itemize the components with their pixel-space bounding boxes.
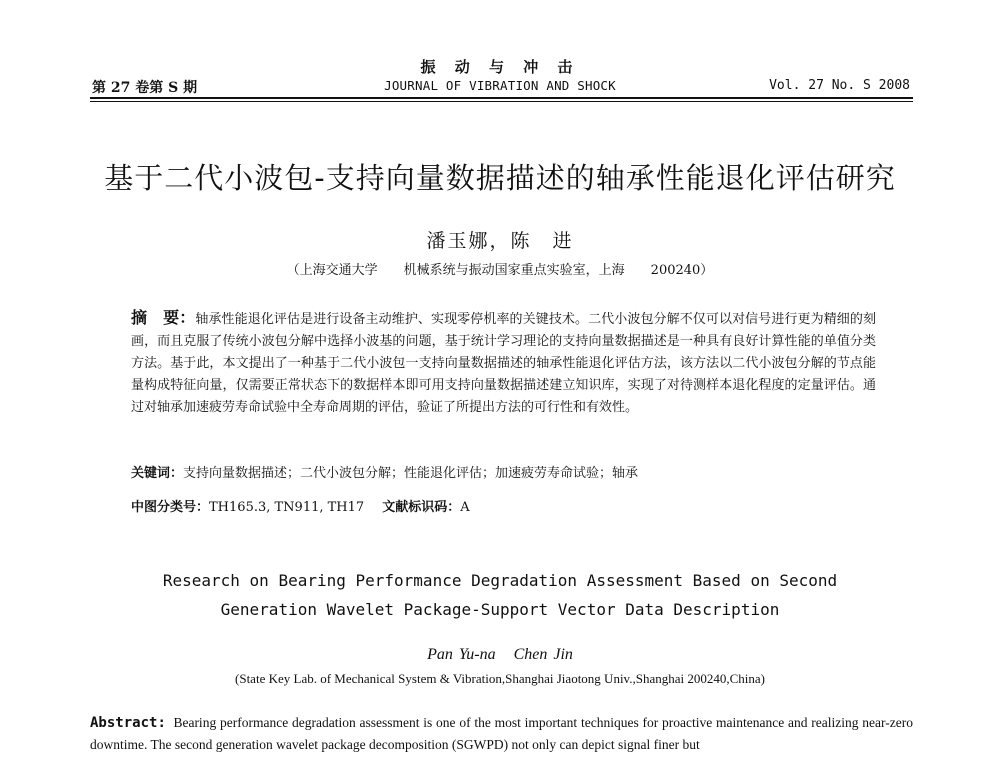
volume-label-en: Vol. 27 No. S 2008: [769, 78, 910, 93]
class-value: TH165.3, TN911, TH17: [209, 500, 365, 515]
author-en-2: Chen Jin: [513, 646, 573, 663]
abstract-cn: [131, 307, 876, 419]
affiliation-en: (State Key Lab. of Mechanical System & Vibration,Shanghai Jiaotong Univ.,Shanghai 200240,China): [235, 671, 765, 686]
abstract-cn-text: 轴承性能退化评估是进行设备主动维护、实现零停机率的关键技术。二代小波包分解不仅可以对信号进行更为精细的刻画，而且克服了传统小波包分解中选择小波基的问题，基于统计学习理论的支持向量数据描述是一种具有良好计算性能的单值分类方法。基于此，本文提出了一种基于二代小波包一支持向量数据描述的轴承性能退化评估方法，该方法以二代小波包分解的节点能量构成特征向量，仅需要正常状态下的数据样本即可用支持向量数据描述建立知识库，实现了对待测样本退化程度的定量评估。通过对轴承加速疲劳寿命试验中全寿命周期的评估，验证了所提出方法的可行性和有效性。: [131, 312, 876, 415]
classification-line: [131, 496, 876, 515]
title-en-line-1: Research on Bearing Performance Degradation Assessment Based on Second: [162, 571, 838, 590]
class-label: 中图分类号：: [131, 500, 210, 515]
keywords-cn-text: 支持向量数据描述；二代小波包分解；性能退化评估；加速疲劳寿命试验；轴承: [183, 466, 639, 481]
keywords-cn: [131, 462, 876, 481]
issue-label-cn: 第 27 卷第 S 期: [92, 80, 198, 96]
title-en-line-2: Generation Wavelet Package-Support Vector Data Description: [220, 600, 780, 619]
abstract-en: Abstract: Bearing performance degradation assessment is one of the most important techniques for proactive maintenance and realizing near-zero downtime. The second generation wavelet package decomposition (SGWPD) not only can depict signal finer but: [90, 715, 913, 752]
paper-title-en: [100, 566, 900, 624]
abstract-en-label: Abstract: [90, 715, 158, 731]
paper-title-cn: 基于二代小波包-支持向量数据描述的轴承性能退化评估研究: [104, 161, 896, 195]
authors-cn: 潘玉娜，陈 进: [426, 230, 574, 252]
author-en-1: Pan Yu-na: [427, 646, 496, 663]
affiliation-cn: （上海交通大学 机械系统与振动国家重点实验室，上海 200240）: [286, 263, 714, 278]
keywords-cn-label: 关键词：: [131, 466, 184, 481]
header-rule-thick: [90, 97, 913, 99]
journal-name-cn: 振 动 与 冲 击: [420, 58, 580, 76]
abstract-en-text: Bearing performance degradation assessment is one of the most important techniques for proactive maintenance and realizing near-zero downtime. The second generation wavelet package decomposition (SGWPD) not only can depict signal finer but: [90, 715, 913, 752]
header-rule-thin: [90, 101, 913, 102]
journal-name-en: JOURNAL OF VIBRATION AND SHOCK: [384, 78, 616, 93]
authors-en: [0, 646, 1000, 664]
abstract-cn-label: 摘 要：: [131, 308, 196, 327]
doc-code-value: A: [460, 500, 470, 515]
doc-code-label: 文献标识码：: [382, 500, 461, 515]
